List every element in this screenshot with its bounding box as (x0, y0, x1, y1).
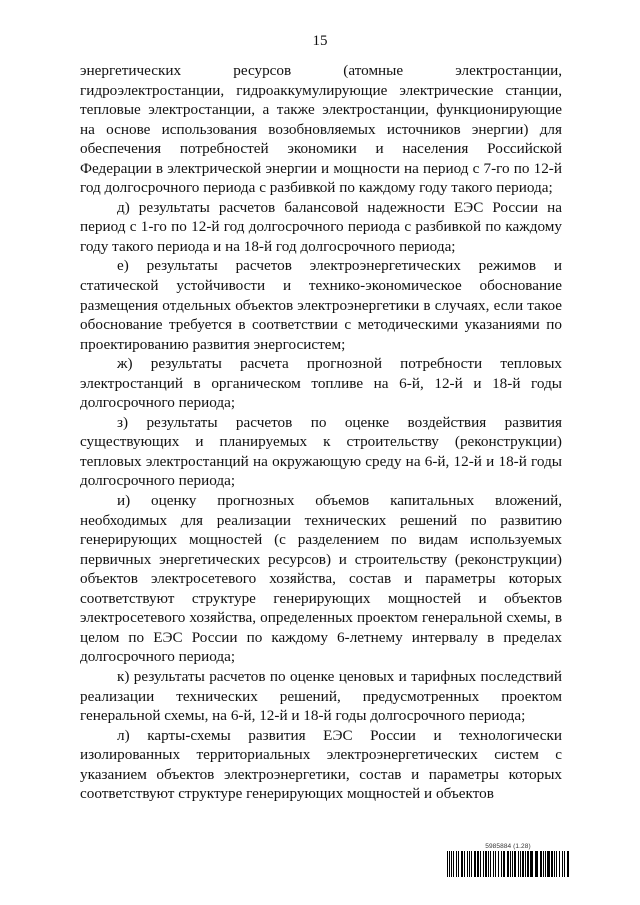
paragraph-item-z: з) результаты расчетов по оценке воздействия развития существующих и планируемых к строительству (реконструкции) тепловых электростанций на окружающую среду на 6-й, 12-й и 18-й годы долгосрочного периода; (80, 413, 562, 490)
document-body (80, 61, 562, 804)
paragraph-continuation: энергетических ресурсов (атомные электростанции, гидроэлектростанции, гидроаккумулирующие электрические станции, тепловые электростанции, а также электростанции, функционирующие на основе использования возобновляемых источников энергии) для обеспечения потребностей экономики и населения Российской Федерации в электрической энергии и мощности на период с 7-го по 12-й год долгосрочного периода с разбивкой по каждому году такого периода; (80, 62, 562, 197)
barcode-number: 5985884 (1.28) (485, 843, 531, 850)
paragraph-item-i: и) оценку прогнозных объемов капитальных вложений, необходимых для реализации технических решений по развитию генерирующих мощностей (с разделением по видам используемых первичных энергетических ресурсов) и строительству (реконструкции) объектов электросетевого хозяйства, состав и параметры которых соответствуют структуре генерирующих мощностей и объектов электросетевого хозяйства, определенных проектом генеральной схемы, в целом по ЕЭС России по каждому 6-летнему интервалу в пределах долгосрочного периода; (80, 492, 562, 666)
paragraph-item-e: е) результаты расчетов электроэнергетических режимов и статической устойчивости и технико-экономическое обоснование размещения отдельных объектов электроэнергетики в случаях, если такое обоснование требуется в соответствии с методическими указаниями по проектированию развития энергосистем; (80, 257, 562, 353)
barcode-icon (447, 851, 569, 877)
paragraph-item-l: л) карты-схемы развития ЕЭС России и технологически изолированных территориальных электроэнергетических систем с указанием объектов электроэнергетики, состав и параметры которых соответствуют структуре генерирующих мощностей и объектов (80, 726, 562, 803)
page-number: 15 (312, 33, 328, 49)
paragraph-item-d: д) результаты расчетов балансовой надежности ЕЭС России на период с 1-го по 12-й год долгосрочного периода с разбивкой по каждому году такого периода и на 18-й год долгосрочного периода; (80, 198, 562, 255)
paragraph-item-k: к) результаты расчетов по оценке ценовых и тарифных последствий реализации технических решений, предусмотренных проектом генеральной схемы, на 6-й, 12-й и 18-й годы долгосрочного периода; (80, 667, 562, 725)
paragraph-item-zh: ж) результаты расчета прогнозной потребности тепловых электростанций в органическом топливе на 6-й, 12-й и 18-й годы долгосрочного периода; (80, 355, 562, 412)
